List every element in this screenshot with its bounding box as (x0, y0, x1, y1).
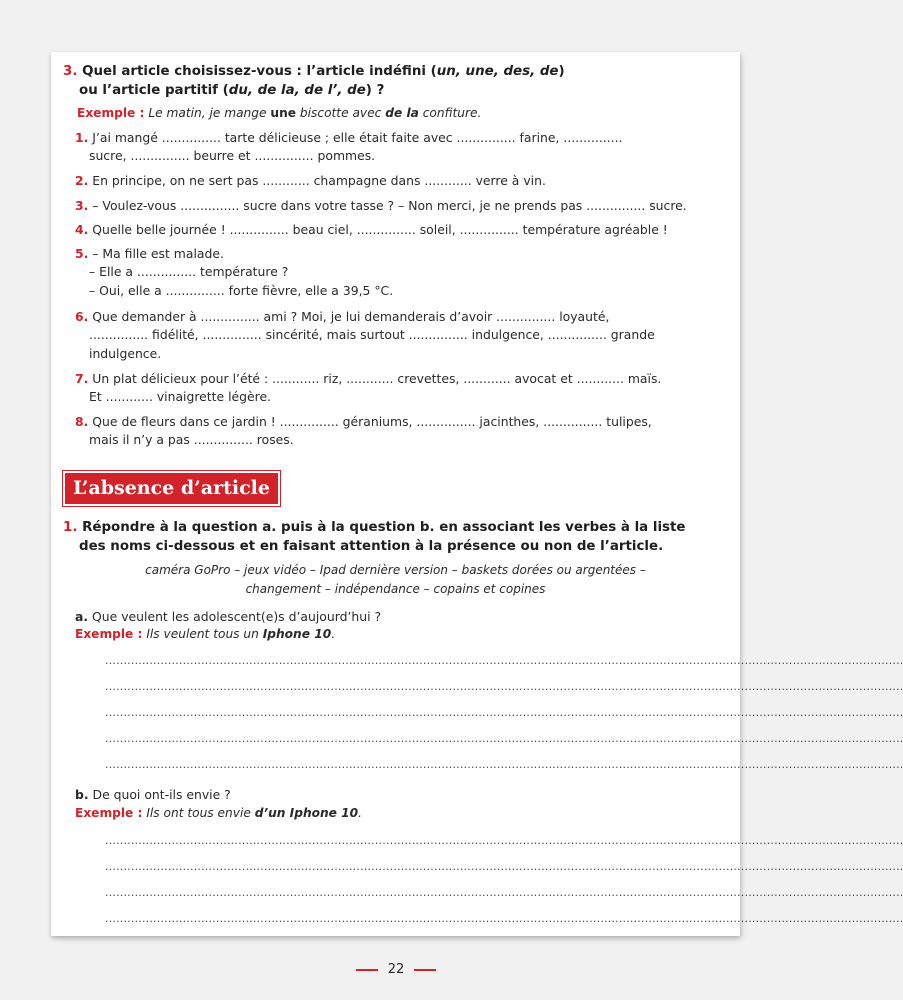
example-text-b: d’un Iphone 10 (254, 806, 359, 820)
exercise-3-title-line1: Quel article choisissez-vous : l’article indéfini ( (82, 64, 437, 79)
exercise-item (75, 308, 655, 363)
exercise-1-number: 1. (63, 520, 78, 535)
exercise-3-title-italic1: un, une, des, de (436, 64, 559, 79)
example-text-d: de la (385, 106, 419, 120)
footer-dash-left (356, 969, 378, 971)
answer-line[interactable]: ........................................................................................................................................................................................................................ (105, 834, 903, 847)
example-text-c: . (358, 806, 363, 820)
item-line: Que de fleurs dans ce jardin ! ............... géraniums, ............... jacinthes, ............... tulipes, (92, 414, 652, 429)
exercise-1-title-line2: des noms ci-dessous et en faisant attention à la présence ou non de l’article. (79, 539, 664, 554)
exercise-item (75, 172, 546, 190)
exercise-item (75, 370, 661, 407)
worksheet-page (51, 52, 903, 936)
exercise-item (75, 413, 652, 450)
example-label: Exemple : (75, 806, 143, 820)
item-line: Que demander à ............... ami ? Moi, je lui demanderais d’avoir ............... loyauté, (92, 309, 610, 324)
answer-line[interactable]: ........................................................................................................................................................................................................................ (105, 758, 903, 771)
answer-line[interactable]: ........................................................................................................................................................................................................................ (105, 886, 903, 899)
item-line: Quelle belle journée ! ............... beau ciel, ............... soleil, ............... température agréable ! (92, 222, 668, 237)
answer-line[interactable]: ........................................................................................................................................................................................................................ (105, 860, 903, 873)
example-text-a: Ils veulent tous un (146, 627, 259, 641)
question-b-example (75, 805, 362, 822)
exercise-1-title (63, 518, 686, 556)
question-a-example (75, 626, 335, 643)
example-label: Exemple : (75, 627, 143, 641)
item-number: 2. (75, 173, 89, 188)
exercise-item (75, 129, 622, 166)
example-text-c: biscotte avec (299, 106, 382, 120)
exercise-3-title-end2: ) ? (365, 83, 385, 98)
item-line: Et ............ vinaigrette légère. (89, 389, 272, 405)
example-text-a: Ils ont tous envie (146, 806, 251, 820)
noun-list (51, 561, 740, 599)
question-a-text: Que veulent les adolescent(e)s d’aujourd’hui ? (92, 609, 382, 624)
item-line: – Voulez-vous ............... sucre dans votre tasse ? – Non merci, je ne prends pas ............... sucre. (92, 198, 687, 213)
footer-dash-right (414, 969, 436, 971)
question-b (75, 786, 231, 804)
answer-line[interactable]: ........................................................................................................................................................................................................................ (105, 912, 903, 925)
noun-list-line1: caméra GoPro – jeux vidéo – Ipad dernière version – baskets dorées ou argentées – (145, 563, 646, 577)
page-number: 22 (387, 962, 405, 977)
exercise-1-title-line1: Répondre à la question a. puis à la question b. en associant les verbes à la liste (82, 520, 686, 535)
item-number: 8. (75, 414, 89, 429)
item-line: sucre, ............... beurre et ............... pommes. (89, 148, 376, 164)
answer-line[interactable]: ........................................................................................................................................................................................................................ (105, 654, 903, 667)
exercise-3-title-line2: ou l’article partitif ( (79, 83, 229, 98)
example-label: Exemple : (77, 106, 145, 120)
answer-line[interactable]: ........................................................................................................................................................................................................................ (105, 680, 903, 693)
item-line: indulgence. (89, 345, 162, 361)
exercise-3-title (63, 62, 565, 100)
item-line: – Oui, elle a ............... forte fièvre, elle a 39,5 °C. (89, 282, 394, 298)
exercise-item (75, 245, 393, 300)
item-line: ............... fidélité, ............... sincérité, mais surtout ............... indulgence, ............... grande (89, 327, 655, 343)
item-number: 3. (75, 198, 89, 213)
item-line: En principe, on ne sert pas ............ champagne dans ............ verre à vin. (92, 173, 546, 188)
exercise-item (75, 221, 668, 239)
example-text-a: Le matin, je mange (148, 106, 267, 120)
example-text-b: Iphone 10 (262, 627, 332, 641)
item-number: 6. (75, 309, 89, 324)
example-text-e: confiture. (422, 106, 482, 120)
item-number: 5. (75, 246, 89, 261)
question-b-letter: b. (75, 787, 89, 802)
item-number: 4. (75, 222, 89, 237)
exercise-3-example (77, 105, 481, 122)
exercise-3-title-end1: ) (558, 64, 565, 79)
page-footer (0, 962, 792, 977)
exercise-3-number: 3. (63, 64, 78, 79)
question-a-letter: a. (75, 609, 89, 624)
item-line: Un plat délicieux pour l’été : ............ riz, ............ crevettes, ............ avocat et ............ maïs. (92, 371, 662, 386)
section-banner-absence-article: L’absence d’article (63, 471, 280, 506)
noun-list-line2: changement – indépendance – copains et copines (245, 582, 546, 596)
answer-line[interactable]: ........................................................................................................................................................................................................................ (105, 706, 903, 719)
item-line: – Elle a ............... température ? (89, 264, 289, 280)
item-line: mais il n’y a pas ............... roses. (89, 432, 294, 448)
example-text-c: . (331, 627, 336, 641)
item-number: 1. (75, 130, 89, 145)
question-b-text: De quoi ont-ils envie ? (92, 787, 231, 802)
question-a (75, 608, 381, 626)
exercise-item (75, 197, 687, 215)
answer-line[interactable]: ........................................................................................................................................................................................................................ (105, 732, 903, 745)
item-number: 7. (75, 371, 89, 386)
exercise-3-title-italic2: du, de la, de l’, de (228, 83, 366, 98)
example-text-b: une (270, 106, 297, 120)
item-line: – Ma fille est malade. (92, 246, 224, 261)
item-line: J’ai mangé ............... tarte délicieuse ; elle était faite avec ............... farine, ............... (92, 130, 623, 145)
